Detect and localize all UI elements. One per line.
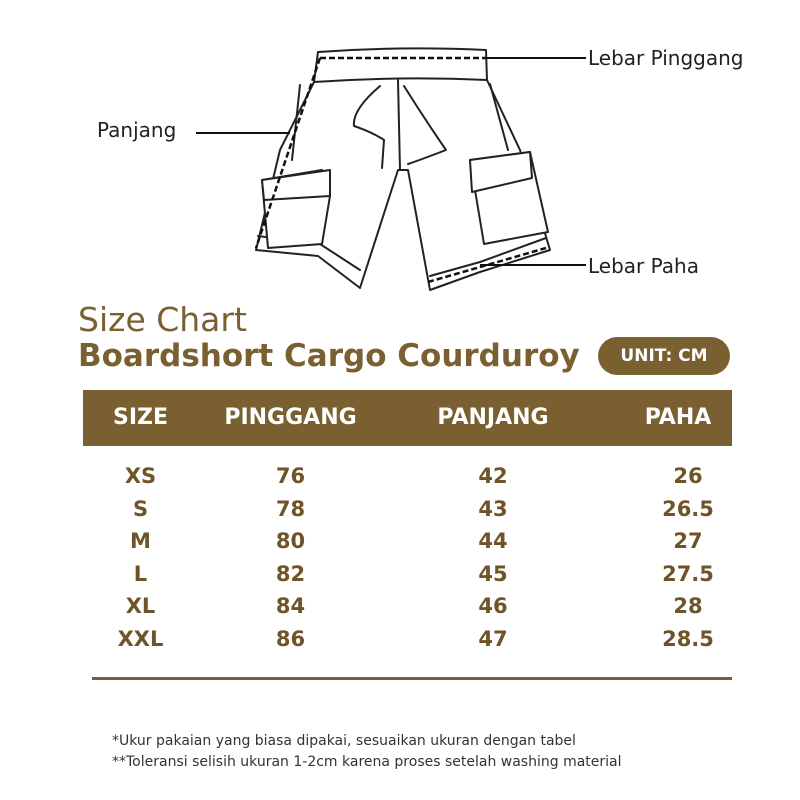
cell-waist: 84: [275, 594, 306, 619]
cell-waist: 76: [275, 464, 306, 488]
cell-thigh: 28.5: [662, 626, 714, 651]
cell-size: L: [133, 561, 148, 586]
label-waist-width: Lebar Pinggang: [588, 46, 744, 70]
cell-waist: 78: [275, 496, 306, 521]
table-header: [83, 390, 732, 446]
cell-size: XS: [124, 464, 157, 488]
table-row: [83, 558, 732, 591]
cell-length: 46: [478, 594, 508, 619]
cell-size: S: [132, 496, 149, 521]
title-product-name: Boardshort Cargo Courduroy: [78, 338, 580, 374]
label-length: Panjang: [97, 118, 177, 142]
header-waist: PINGGANG: [224, 405, 357, 430]
table-row: [83, 590, 732, 623]
cell-thigh: 26: [673, 464, 703, 488]
cell-waist: 80: [275, 529, 306, 554]
label-thigh-width: Lebar Paha: [588, 254, 699, 278]
note-tolerance: **Toleransi selisih ukuran 1-2cm karena proses setelah washing material: [112, 754, 622, 770]
title-size-chart: Size Chart: [78, 300, 247, 339]
cell-size: M: [130, 529, 151, 554]
table-row: [83, 623, 732, 656]
cell-thigh: 27.5: [662, 561, 714, 586]
cell-thigh: 27: [673, 529, 703, 554]
cell-length: 42: [478, 464, 508, 488]
cell-length: 44: [478, 529, 508, 554]
note-measure: *Ukur pakaian yang biasa dipakai, sesuaikan ukuran dengan tabel: [112, 733, 576, 749]
cell-thigh: 26.5: [662, 496, 714, 521]
table-row: [83, 460, 732, 493]
cell-waist: 82: [275, 561, 306, 586]
cell-thigh: 28: [673, 594, 703, 619]
cell-length: 45: [478, 561, 508, 586]
drawstring-right: [404, 86, 446, 164]
cell-size: XL: [125, 594, 156, 619]
size-table-body: [83, 460, 732, 656]
divider-line: [92, 677, 732, 680]
table-row: [83, 493, 732, 526]
table-row: [83, 525, 732, 558]
waistband: [314, 48, 487, 82]
header-size: SIZE: [112, 405, 168, 430]
header-thigh: PAHA: [644, 405, 712, 430]
cell-waist: 86: [275, 626, 306, 651]
cell-length: 43: [478, 496, 508, 521]
unit-badge: UNIT: CM: [598, 337, 730, 375]
cell-length: 47: [478, 626, 508, 651]
header-length: PANJANG: [437, 405, 549, 430]
cell-size: XXL: [117, 626, 164, 651]
drawstring-left: [354, 86, 384, 168]
